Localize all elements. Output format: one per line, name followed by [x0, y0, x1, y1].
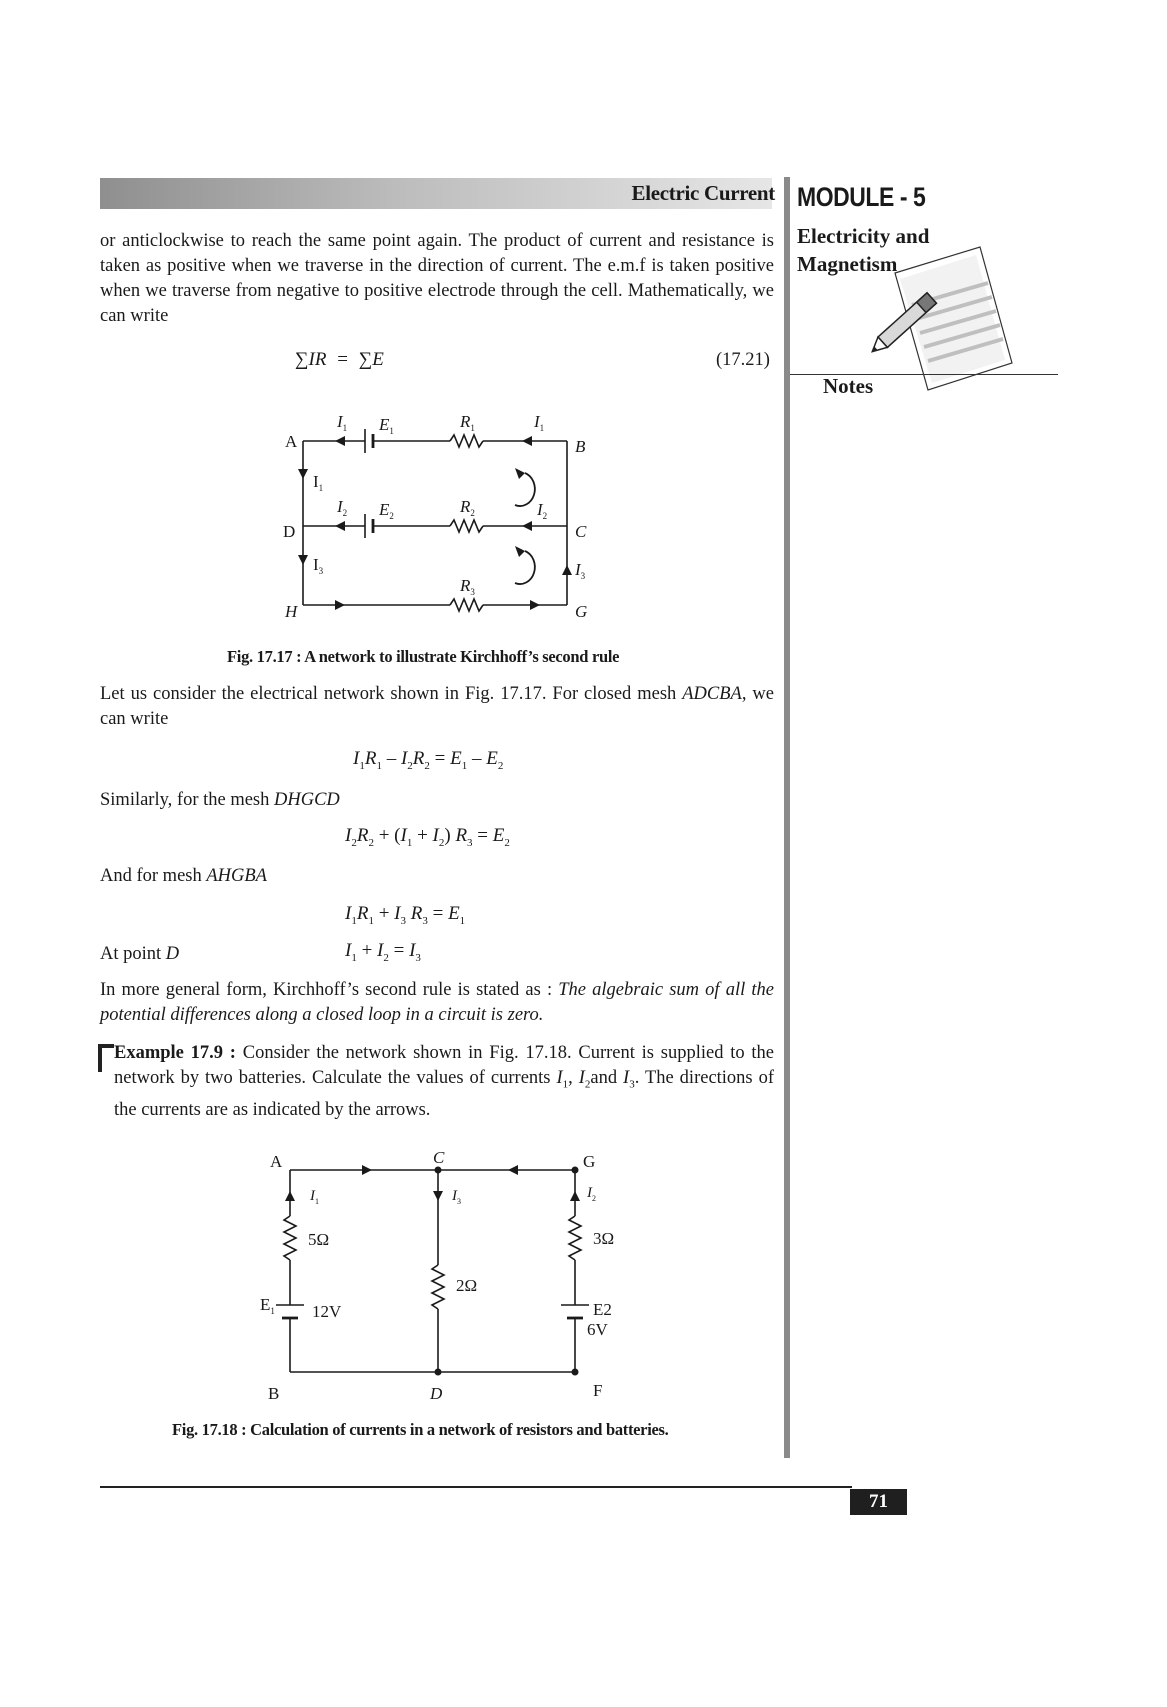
eq-lhs: ∑IR	[295, 349, 327, 370]
figure-17-17-caption: Fig. 17.17 : A network to illustrate Kirchhoff’s second rule	[227, 647, 620, 666]
example-label: Example 17.9 :	[114, 1043, 236, 1063]
line-and-for-mesh: And for mesh AHGBA	[100, 866, 267, 886]
emf-e2: $E_2$	[379, 500, 394, 521]
figure-17-18-caption: Fig. 17.18 : Calculation of currents in a network of resistors and batteries.	[172, 1420, 669, 1439]
node-a-label-2: A	[270, 1152, 283, 1171]
example-marker-top	[98, 1044, 114, 1048]
line-at-point: At point D	[100, 944, 180, 964]
node-h-label: H	[285, 602, 298, 620]
current-i2-right: $I_2$	[537, 500, 548, 521]
current-i3-left: $I_3$	[313, 555, 324, 576]
current-i1-top: $I_1$	[337, 412, 348, 433]
resistor-r1: $R_1$	[460, 412, 475, 433]
example-17-9: Example 17.9 : Consider the network shown in Fig. 17.18. Current is supplied to the network by two batteries. Calculate the values of currents $I_1$, $I_2and$ $I_3$. The directions of the currents are as indicated by the arrows.	[100, 1041, 774, 1123]
equation-mesh-adcba: $I_1R_1 - I_2R_2 = E_1 - E_2$	[353, 748, 504, 772]
eq-sign: =	[337, 349, 348, 370]
equation-number: (17.21)	[716, 350, 770, 370]
current-i3-label: $I_3$	[452, 1188, 461, 1206]
equation-point-d: $I_1 + I_2 = I_3$	[345, 940, 421, 964]
page-number: 71	[850, 1489, 907, 1515]
example-marker	[98, 1044, 102, 1072]
node-a-label: A	[285, 432, 298, 451]
eq-rhs: ∑E	[358, 349, 384, 370]
paragraph-2: Let us consider the electrical network shown in Fig. 17.17. For closed mesh ADCBA, we can write	[100, 684, 774, 729]
emf-e1: $E_1$	[379, 415, 394, 436]
figure-17-17	[275, 405, 605, 620]
node-f-label-2: F	[593, 1381, 603, 1400]
current-i1-left: $I_1$	[313, 472, 324, 493]
node-d-label-2: D	[430, 1384, 443, 1403]
current-i2-mid: $I_2$	[337, 497, 348, 518]
voltage-12v: 12V	[312, 1302, 342, 1321]
notes-label: Notes	[823, 374, 874, 398]
resistor-3ohm: 3Ω	[593, 1229, 615, 1248]
sidebar-divider	[784, 177, 790, 1458]
footer-rule	[100, 1486, 852, 1488]
node-b-label: B	[575, 437, 586, 456]
current-i1-right: $I_1$	[534, 412, 545, 433]
node-c-label-2: C	[433, 1150, 445, 1167]
paragraph-1: or anticlockwise to reach the same point again. The product of current and resistance is taken as positive when we traverse in the direction of current. The e.m.f is taken positive when we traverse from negative to positive electrode through the cell. Mathematically, we can write	[100, 231, 774, 326]
resistor-r2: $R_2$	[460, 497, 475, 518]
subject-title: Electricity and Magnetism	[797, 224, 930, 276]
emf-e2-label: E2	[593, 1300, 612, 1319]
node-b-label-2: B	[268, 1384, 280, 1403]
figure-17-18	[250, 1150, 630, 1410]
node-g-label: G	[575, 602, 588, 620]
equation-mesh-dhgcd: $I_2R_2 + (I_1 + I_2) R_3 = E_2$	[345, 825, 510, 849]
node-g-label-2: G	[583, 1152, 596, 1171]
node-c-label: C	[575, 522, 587, 541]
resistor-2ohm: 2Ω	[456, 1276, 478, 1295]
equation-17-21	[295, 349, 384, 371]
paragraph-3: In more general form, Kirchhoff’s second rule is stated as : The algebraic sum of all the potential differences along a closed loop in a circuit is zero.	[100, 980, 775, 1025]
notes-pencil-icon	[860, 245, 1020, 395]
voltage-6v: 6V	[587, 1320, 608, 1339]
resistor-5ohm: 5Ω	[308, 1230, 330, 1249]
current-i2-label: $I_2$	[587, 1185, 596, 1203]
resistor-r3: $R_3$	[460, 576, 475, 597]
chapter-title: Electric Current	[631, 181, 775, 205]
node-d-label: D	[283, 522, 296, 541]
emf-e1-label: $E_1$	[260, 1295, 275, 1316]
current-i3-right: $I_3$	[575, 560, 586, 581]
equation-mesh-ahgba: $I_1R_1 + I_3$ $R_3 = E_1$	[345, 903, 466, 927]
current-i1-label: $I_1$	[310, 1188, 319, 1206]
module-title: MODULE - 5	[797, 182, 926, 212]
line-similarly: Similarly, for the mesh DHGCD	[100, 790, 340, 810]
